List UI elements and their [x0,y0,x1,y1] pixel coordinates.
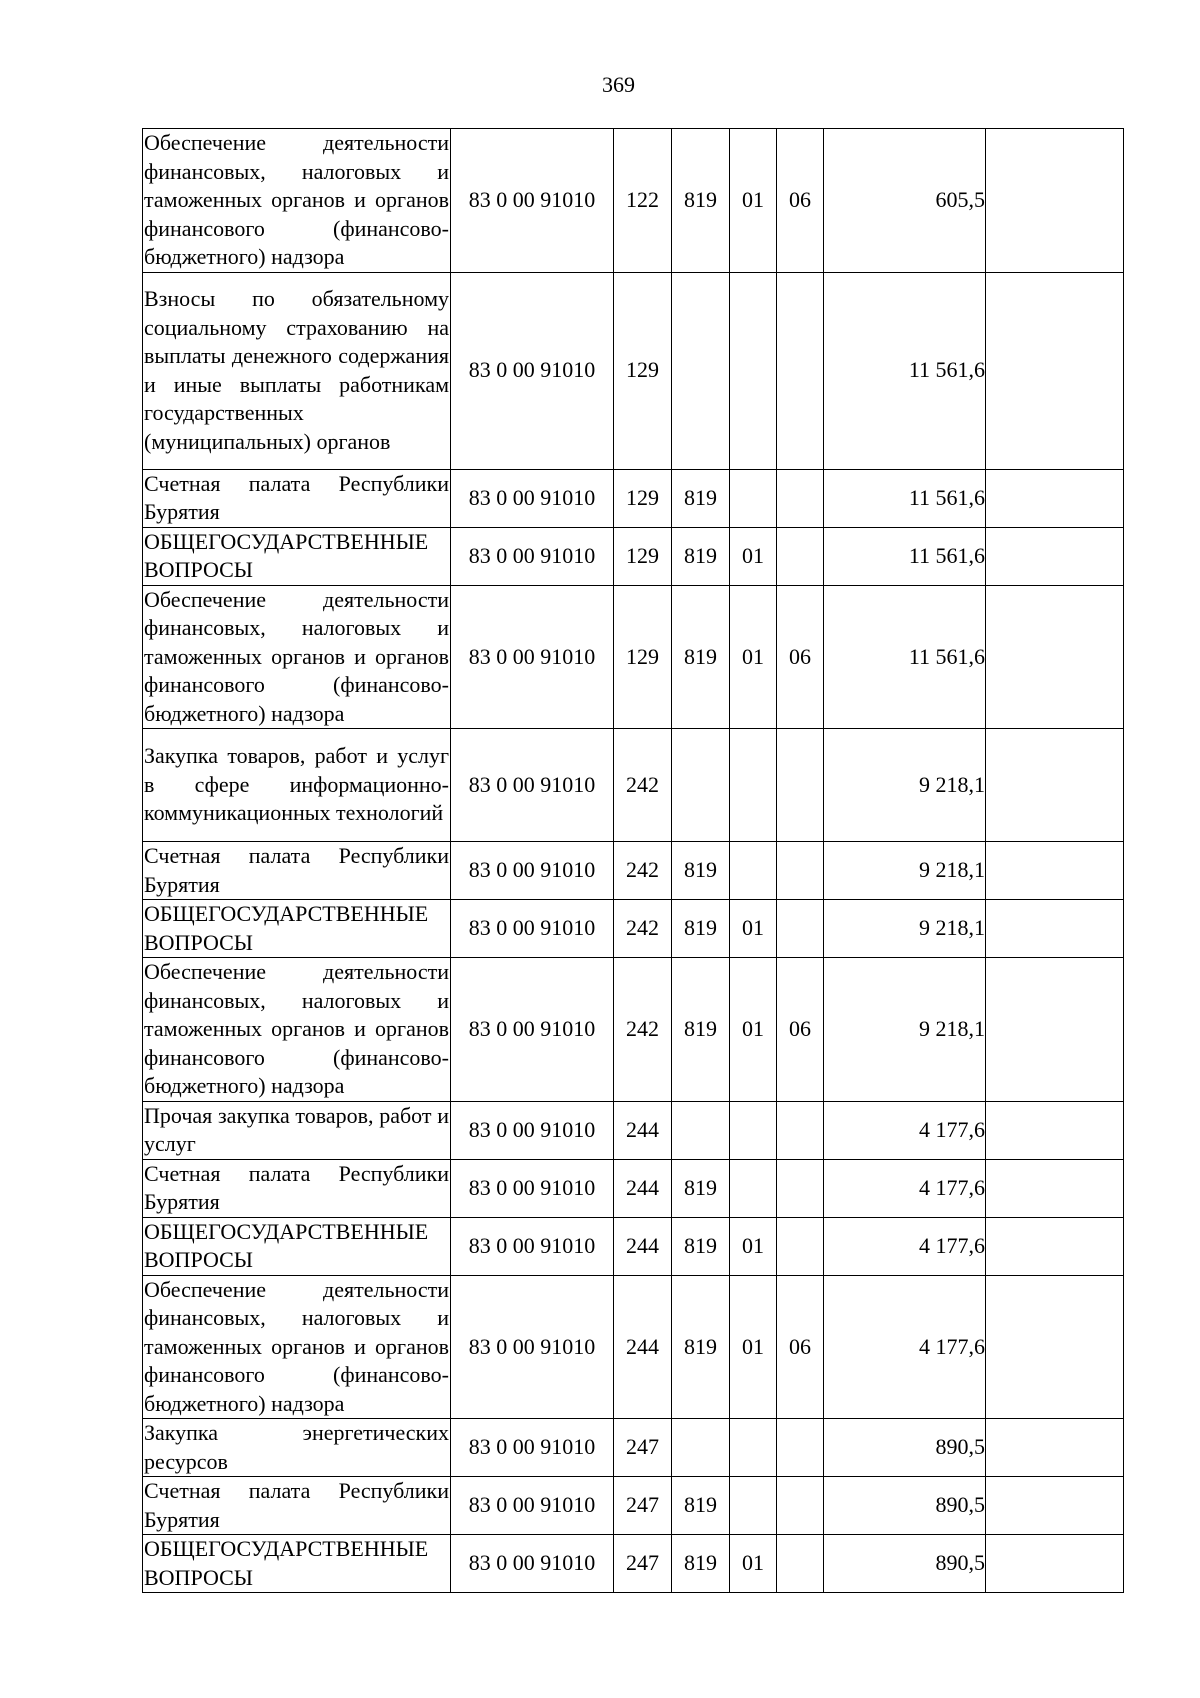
table-row [143,958,1124,1102]
row-subsection [777,1217,824,1275]
row-sum: 4 177,6 [824,1159,986,1217]
row-name-cell [143,1217,451,1275]
row-subsection [777,1477,824,1535]
row-sum: 11 561,6 [824,272,986,469]
row-name-cell [143,958,451,1102]
table-row [143,1477,1124,1535]
row-sum: 4 177,6 [824,1275,986,1419]
row-administrator: 819 [672,1535,730,1593]
row-subsection [777,272,824,469]
row-name: Счетная палата Республики Бурятия [144,1160,449,1214]
budget-table [142,128,1124,1593]
row-sum: 605,5 [824,129,986,273]
row-name: Счетная палата Республики Бурятия [144,470,449,524]
table-row [143,842,1124,900]
row-subsection: 06 [777,585,824,729]
row-administrator: 819 [672,585,730,729]
row-section: 01 [730,527,777,585]
row-name-cell [143,585,451,729]
row-expense-type: 129 [614,272,672,469]
row-sum: 9 218,1 [824,729,986,842]
row-target-article: 83 0 00 91010 [451,958,614,1102]
table-row [143,1217,1124,1275]
row-administrator: 819 [672,1275,730,1419]
row-administrator: 819 [672,842,730,900]
row-section [730,272,777,469]
table-row [143,900,1124,958]
table-row [143,1419,1124,1477]
row-name-cell [143,1275,451,1419]
row-extra [986,1217,1124,1275]
row-extra [986,1159,1124,1217]
row-subsection [777,527,824,585]
row-expense-type: 244 [614,1159,672,1217]
row-sum: 11 561,6 [824,585,986,729]
row-name: Счетная палата Республики Бурятия [144,843,449,897]
row-section: 01 [730,585,777,729]
row-name: Обеспечение деятельности финансовых, налоговых и таможенных органов и органов финансового (финансово-бюджетного) надзора [144,1276,449,1416]
row-section: 01 [730,129,777,273]
row-name-cell [143,729,451,842]
row-section [730,1159,777,1217]
row-extra [986,469,1124,527]
row-administrator: 819 [672,900,730,958]
row-extra [986,900,1124,958]
row-sum: 9 218,1 [824,900,986,958]
row-expense-type: 244 [614,1217,672,1275]
table-row [143,729,1124,842]
row-expense-type: 129 [614,469,672,527]
row-sum: 11 561,6 [824,469,986,527]
row-name-cell [143,900,451,958]
row-sum: 11 561,6 [824,527,986,585]
page-number: 369 [602,72,635,97]
row-subsection [777,729,824,842]
row-target-article: 83 0 00 91010 [451,729,614,842]
row-name: ОБЩЕГОСУДАРСТВЕННЫЕ ВОПРОСЫ [144,1218,429,1272]
row-administrator [672,272,730,469]
row-administrator: 819 [672,1217,730,1275]
row-sum: 890,5 [824,1477,986,1535]
row-subsection [777,1101,824,1159]
row-extra [986,1419,1124,1477]
row-name-cell [143,1477,451,1535]
table-row [143,1275,1124,1419]
row-name: Обеспечение деятельности финансовых, налоговых и таможенных органов и органов финансового (финансово-бюджетного) надзора [144,959,449,1098]
row-sum: 9 218,1 [824,958,986,1102]
row-subsection [777,469,824,527]
row-subsection: 06 [777,1275,824,1419]
row-section [730,1477,777,1535]
row-expense-type: 247 [614,1419,672,1477]
row-name-cell [143,1159,451,1217]
row-target-article: 83 0 00 91010 [451,1477,614,1535]
row-target-article: 83 0 00 91010 [451,900,614,958]
row-target-article: 83 0 00 91010 [451,129,614,273]
row-administrator: 819 [672,469,730,527]
row-expense-type: 129 [614,527,672,585]
row-expense-type: 129 [614,585,672,729]
row-name: Прочая закупка товаров, работ и услуг [144,1102,449,1156]
row-section: 01 [730,958,777,1102]
row-name: Обеспечение деятельности финансовых, налоговых и таможенных органов и органов финансового (финансово-бюджетного) надзора [144,130,449,269]
row-name: ОБЩЕГОСУДАРСТВЕННЫЕ ВОПРОСЫ [144,1536,429,1590]
table-row [143,585,1124,729]
row-target-article: 83 0 00 91010 [451,1217,614,1275]
row-target-article: 83 0 00 91010 [451,272,614,469]
row-section: 01 [730,900,777,958]
row-expense-type: 247 [614,1535,672,1593]
row-target-article: 83 0 00 91010 [451,1275,614,1419]
table-row [143,469,1124,527]
row-name-cell [143,842,451,900]
row-sum: 890,5 [824,1419,986,1477]
row-administrator [672,729,730,842]
row-administrator: 819 [672,129,730,273]
row-name: Обеспечение деятельности финансовых, налоговых и таможенных органов и органов финансового (финансово-бюджетного) надзора [144,586,449,726]
row-extra [986,129,1124,273]
row-subsection [777,1159,824,1217]
row-extra [986,1477,1124,1535]
row-name: ОБЩЕГОСУДАРСТВЕННЫЕ ВОПРОСЫ [144,528,429,582]
row-subsection [777,1419,824,1477]
row-expense-type: 122 [614,129,672,273]
row-section: 01 [730,1275,777,1419]
row-sum: 9 218,1 [824,842,986,900]
row-target-article: 83 0 00 91010 [451,527,614,585]
row-target-article: 83 0 00 91010 [451,842,614,900]
row-name: Взносы по обязательному социальному страхованию на выплаты денежного содержания и иные выплаты работникам государственных (муниципальных) органов [144,286,449,454]
row-target-article: 83 0 00 91010 [451,469,614,527]
row-sum: 4 177,6 [824,1217,986,1275]
row-name-cell [143,129,451,273]
row-subsection: 06 [777,129,824,273]
row-expense-type: 244 [614,1101,672,1159]
row-target-article: 83 0 00 91010 [451,1419,614,1477]
row-section [730,469,777,527]
row-administrator: 819 [672,958,730,1102]
row-expense-type: 247 [614,1477,672,1535]
table-row [143,1535,1124,1593]
row-name: Закупка товаров, работ и услуг в сфере информационно-коммуникационных технологий [144,743,449,826]
row-administrator [672,1419,730,1477]
row-administrator: 819 [672,527,730,585]
row-administrator [672,1101,730,1159]
row-extra [986,958,1124,1102]
row-administrator: 819 [672,1477,730,1535]
table-row [143,129,1124,273]
row-extra [986,272,1124,469]
row-sum: 4 177,6 [824,1101,986,1159]
row-name-cell [143,1535,451,1593]
row-extra [986,1101,1124,1159]
row-administrator: 819 [672,1159,730,1217]
row-target-article: 83 0 00 91010 [451,1101,614,1159]
table-body [143,129,1124,1593]
row-subsection [777,842,824,900]
table-row [143,1101,1124,1159]
row-section [730,729,777,842]
row-name-cell [143,527,451,585]
row-section: 01 [730,1217,777,1275]
row-name: Закупка энергетических ресурсов [144,1420,449,1474]
row-section: 01 [730,1535,777,1593]
row-extra [986,585,1124,729]
row-name-cell [143,469,451,527]
row-expense-type: 242 [614,729,672,842]
row-subsection [777,900,824,958]
row-target-article: 83 0 00 91010 [451,585,614,729]
row-name: Счетная палата Республики Бурятия [144,1478,449,1532]
table-row [143,272,1124,469]
row-extra [986,842,1124,900]
row-subsection: 06 [777,958,824,1102]
row-expense-type: 242 [614,900,672,958]
row-extra [986,1535,1124,1593]
row-name: ОБЩЕГОСУДАРСТВЕННЫЕ ВОПРОСЫ [144,901,429,955]
row-extra [986,729,1124,842]
row-target-article: 83 0 00 91010 [451,1535,614,1593]
table-row [143,1159,1124,1217]
table-row [143,527,1124,585]
row-extra [986,527,1124,585]
row-target-article: 83 0 00 91010 [451,1159,614,1217]
row-section [730,1101,777,1159]
row-expense-type: 242 [614,842,672,900]
row-name-cell [143,1101,451,1159]
row-expense-type: 242 [614,958,672,1102]
row-subsection [777,1535,824,1593]
row-expense-type: 244 [614,1275,672,1419]
row-section [730,842,777,900]
row-name-cell [143,272,451,469]
row-section [730,1419,777,1477]
row-name-cell [143,1419,451,1477]
row-sum: 890,5 [824,1535,986,1593]
row-extra [986,1275,1124,1419]
